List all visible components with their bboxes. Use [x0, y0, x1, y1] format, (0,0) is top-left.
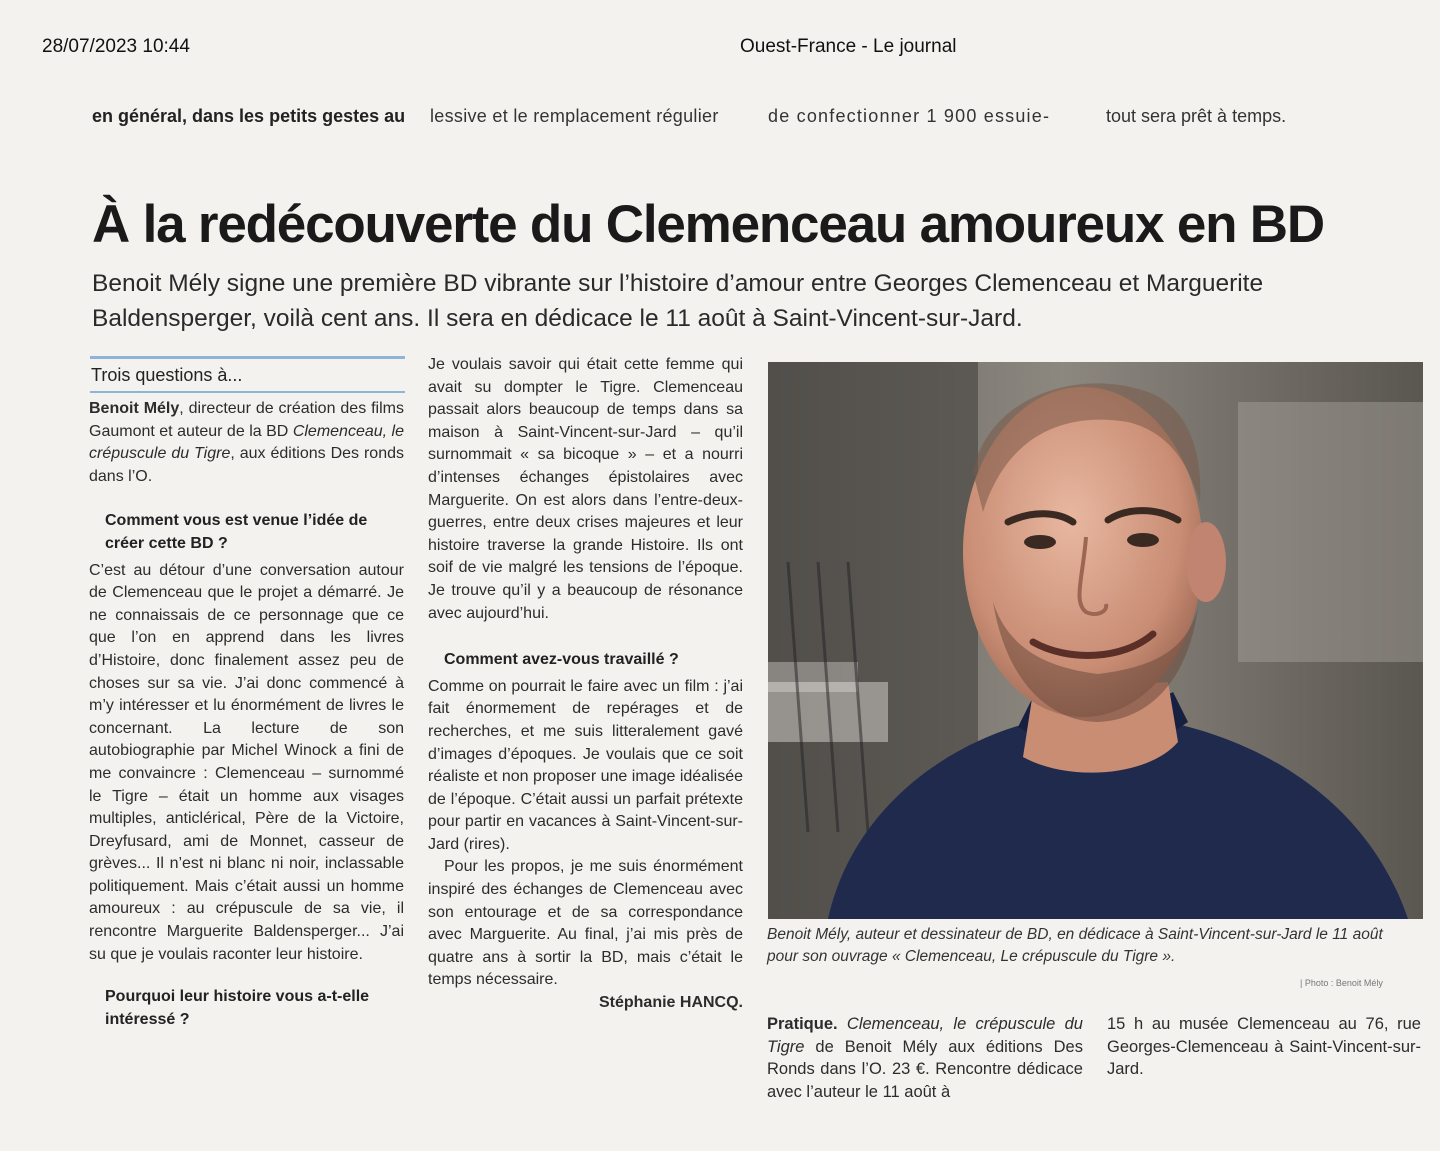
article-headline: À la redécouverte du Clemenceau amoureux en BD — [92, 195, 1324, 254]
author-signature: Stéphanie HANCQ. — [598, 994, 743, 1012]
column-2 — [428, 354, 743, 1015]
box-rule-top — [90, 356, 405, 359]
intro-paragraph — [89, 398, 404, 488]
column-1 — [89, 398, 404, 1035]
intro-book: Clemenceau, le crépuscule du Tigre — [89, 422, 405, 463]
prev-article-col4: tout sera prêt à temps. — [1106, 106, 1287, 126]
interview-box-title: Trois questions à... — [91, 365, 243, 385]
question-2: Pourquoi leur histoire vous a-t-elle intéressé ? — [105, 988, 370, 1028]
prev-article-col2: lessive et le remplacement régulier — [430, 106, 719, 126]
intro-name: Benoit Mély — [89, 400, 180, 417]
answer-3b: Pour les propos, je me suis énormément inspiré des échanges de Clemenceau avec son entourage et de sa correspondance avec Marguerite. Au final, j’ai mis près de quatre ans à sortir la BD, mais c’était le temps nécessaire. — [428, 858, 743, 989]
practical-info-right: 15 h au musée Clemenceau au 76, rue Georges-Clemenceau à Saint-Vincent-sur-Jard. — [1107, 1015, 1421, 1079]
box-rule-bottom — [90, 391, 405, 393]
prev-article-col3: de confectionner 1 900 essuie- — [768, 106, 1051, 126]
photo-caption: Benoit Mély, auteur et dessinateur de BD, en dédicace à Saint-Vincent-sur-Jard le 11 août pour son ouvrage « Clemenceau, Le crépuscule du Tigre ». — [767, 926, 1383, 965]
intro-end: , aux éditions Des ronds dans l’O. — [89, 445, 405, 485]
answer-2: Je voulais savoir qui était cette femme qui avait su dompter le Tigre. Clemenceau passait alors beaucoup de temps dans sa maison à Saint-Vincent-sur-Jard – qu’il surnommait « sa bicoque » – et a nourri d’intenses échanges épistolaires avec Marguerite. On est alors dans l’entre-deux-guerres, entre deux crises majeures et leur histoire traverse la grande Histoire. Ils ont soif de vie malgré les tensions de l’époque. Je trouve qu’il y a beaucoup de résonance avec aujourd’hui. — [428, 356, 743, 622]
answer-1: C’est au détour d’une conversation autour de Clemenceau que le projet a démarré. Je ne connaissais de ce personnage que ce que l’on en apprend dans les livres d’Histoire, donc finalement assez peu de choses sur sa vie. J’ai donc commencé à m’y intéresser et lu énormément de livres le concernant. La lecture de son autobiographie par Michel Winock a fini de me convaincre : Clemenceau – surnommé le Tigre – était un homme aux visages multiples, anticlérical, Père de la Victoire, Dreyfusard, ami de Monnet, casseur de grèves... Il n’est ni blanc ni noir, inclassable politiquement. Mais c’était aussi un homme amoureux : au crépuscule de sa vie, il rencontre Marguerite Baldensperger... J’ai su que je voulais raconter leur histoire. — [89, 561, 404, 963]
portrait-photo — [768, 362, 1423, 919]
article-standfirst: Benoit Mély signe une première BD vibrante sur l’histoire d’amour entre Georges Clemenceau et Marguerite Baldensperger, voilà cent ans. Il sera en dédicace le 11 août à Saint-Vincent-sur-Jard. — [92, 270, 1264, 332]
practical-text-1: de Benoit Mély aux éditions Des Ronds dans l’O. 23 €. Rencontre dédicace avec l’auteur le 11 août à — [767, 1037, 1083, 1101]
question-3: Comment avez-vous travaillé ? — [444, 651, 679, 669]
portrait-illustration — [768, 362, 1423, 919]
practical-book: Clemenceau, le crépuscule du Tigre — [767, 1015, 1083, 1056]
practical-label: Pratique. — [767, 1015, 838, 1033]
print-datetime: 28/07/2023 10:44 — [42, 36, 190, 57]
site-title: Ouest-France - Le journal — [740, 36, 957, 57]
intro-text: , directeur de création des films Gaumont et auteur de la BD — [89, 400, 404, 440]
photo-credit: | Photo : Benoit Mély — [1300, 978, 1383, 988]
answer-3a: Comme on pourrait le faire avec un film : j’ai fait énormement de repérages et de recherches, et me suis litteralement gavé d’images d’époques. Je voulais que ce soit réaliste et non proposer une image idéalisée de l’époque. C’était aussi un parfait prétexte pour partir en vacances à Saint-Vincent-sur-Jard (rires). — [428, 677, 743, 853]
practical-info-left — [767, 1013, 1083, 1103]
question-1: Comment vous est venue l’idée de créer cette BD ? — [105, 512, 368, 552]
prev-article-col1: en général, dans les petits gestes au — [92, 106, 406, 126]
